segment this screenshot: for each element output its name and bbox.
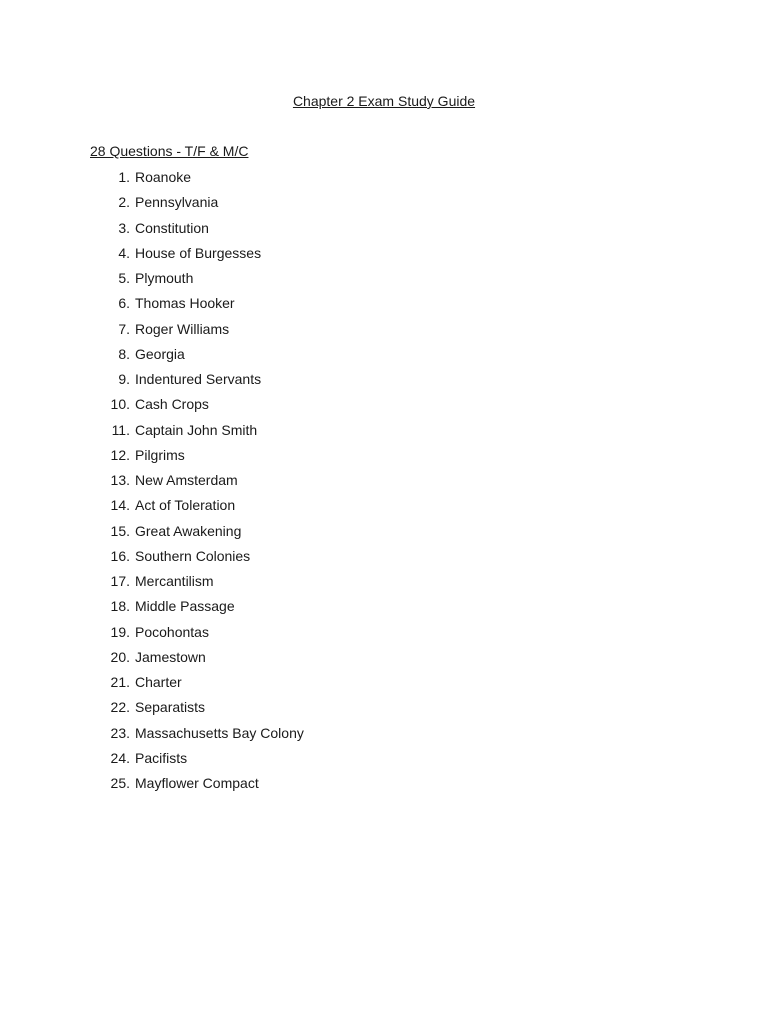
list-item-number: 17. — [110, 573, 130, 589]
list-item-text: House of Burgesses — [135, 244, 262, 261]
list-item-text: Mercantilism — [135, 573, 214, 589]
list-item-number: 5. — [118, 270, 130, 286]
list-item-text: Pacifists — [135, 749, 188, 766]
list-item-number: 18. — [110, 598, 130, 615]
list-item-number: 10. — [110, 396, 130, 413]
list-item-number: 16. — [110, 547, 130, 564]
list-item-text: Jamestown — [135, 648, 206, 665]
list-item-number: 9. — [118, 371, 130, 387]
list-item-text: New Amsterdam — [135, 472, 238, 488]
list-item-number: 24. — [110, 749, 130, 766]
list-item-number: 22. — [110, 699, 130, 716]
list-item-number: 7. — [118, 320, 130, 337]
list-item-text: Georgia — [135, 345, 185, 362]
list-item-number: 13. — [110, 472, 130, 488]
list-item-number: 20. — [110, 648, 130, 665]
section-heading: 28 Questions - T/F & M/C — [90, 143, 249, 159]
list-item-text: Cash Crops — [135, 396, 209, 413]
list-item-number: 2. — [118, 194, 130, 211]
list-item-number: 3. — [118, 219, 130, 236]
list-item-text: Separatists — [135, 699, 206, 716]
list-item-text: Pocohontas — [135, 623, 209, 640]
list-item-text: Plymouth — [135, 270, 194, 286]
list-item-number: 1. — [118, 169, 130, 185]
list-item-number: 4. — [118, 244, 130, 261]
list-item-text: Act of Toleration — [135, 497, 236, 514]
list-item-number: 12. — [110, 446, 130, 463]
list-item-number: 19. — [110, 623, 130, 640]
list-item-text: Roanoke — [135, 169, 192, 185]
list-item-number: 6. — [118, 295, 130, 312]
list-item-text: Pilgrims — [135, 446, 185, 463]
list-item-number: 11. — [111, 421, 130, 438]
list-item-text: Indentured Servants — [135, 371, 262, 387]
list-item-number: 8. — [118, 345, 130, 362]
list-item-text: Thomas Hooker — [135, 295, 235, 312]
list-item-number: 14. — [110, 497, 130, 514]
list-item-text: Charter — [135, 674, 182, 690]
list-item-text: Roger Williams — [135, 320, 230, 337]
list-item-text: Southern Colonies — [135, 547, 251, 564]
list-item-text: Constitution — [135, 219, 209, 236]
list-item-text: Middle Passage — [135, 598, 235, 615]
list-item-number: 21. — [110, 674, 130, 690]
list-item-text: Captain John Smith — [135, 421, 258, 438]
list-item-text: Mayflower Compact — [135, 775, 259, 791]
list-item-text: Great Awakening — [135, 522, 242, 539]
list-item-number: 15. — [110, 522, 130, 539]
list-item-text: Pennsylvania — [135, 194, 219, 211]
list-item-number: 25. — [110, 775, 130, 791]
list-item-number: 23. — [110, 724, 130, 741]
page-title: Chapter 2 Exam Study Guide — [292, 93, 476, 109]
list-item-text: Massachusetts Bay Colony — [135, 724, 304, 741]
